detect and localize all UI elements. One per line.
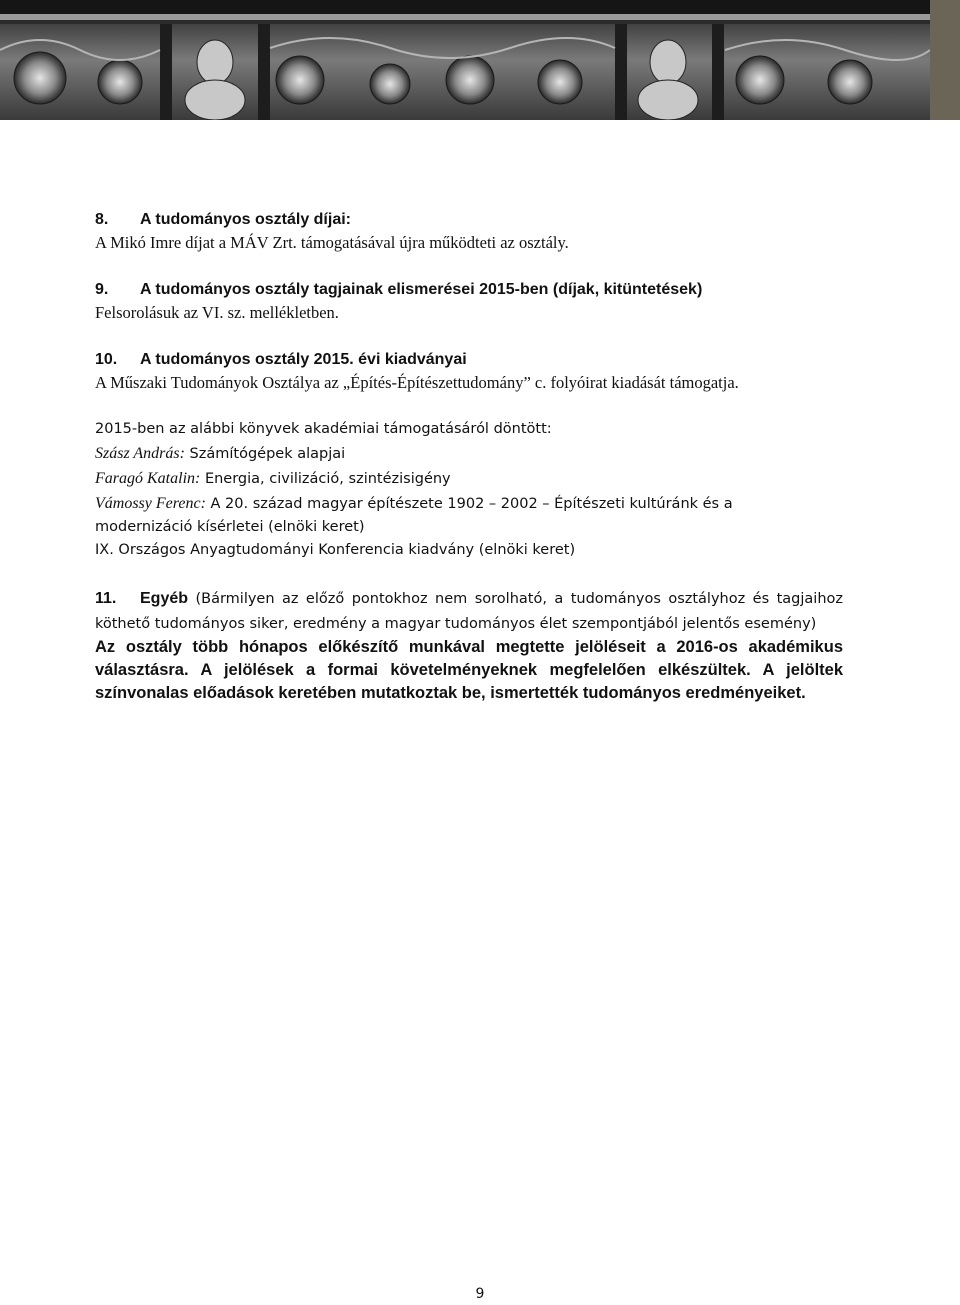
book-title: Energia, civilizáció, szintézisigény (200, 471, 451, 487)
book-item (95, 466, 843, 491)
section-11-paragraph (95, 586, 843, 636)
book-title: Számítógépek alapjai (184, 446, 346, 462)
section-10-title: A tudományos osztály 2015. évi kiadványai (140, 351, 467, 368)
section-8-heading (95, 208, 843, 231)
section-9-heading (95, 278, 843, 301)
section-11-title: Egyéb (140, 590, 189, 607)
section-8-text: A Mikó Imre díjat a MÁV Zrt. támogatásával újra működteti az osztály. (95, 233, 569, 252)
section-9-title: A tudományos osztály tagjainak elismerései 2015-ben (díjak, kitüntetések) (140, 281, 703, 298)
book-item (95, 441, 843, 466)
section-10-number: 10. (95, 351, 118, 368)
book-title-continued: modernizáció kísérletei (elnöki keret) (95, 519, 365, 535)
section-9-number: 9. (95, 281, 109, 298)
book-author: Faragó Katalin: (95, 470, 201, 487)
section-8-number: 8. (95, 211, 109, 228)
book-item (95, 491, 843, 516)
page-number: 9 (475, 1286, 485, 1302)
book-author: Szász András: (95, 445, 185, 462)
section-11-number: 11. (95, 590, 117, 607)
section-9-text: Felsorolásuk az VI. sz. mellékletben. (95, 303, 339, 322)
book-author: Vámossy Ferenc: (95, 495, 206, 512)
header-ornament-banner (0, 0, 960, 120)
section-10-text: A Műszaki Tudományok Osztálya az „Építés-Építészettudomány” c. folyóirat kiadását támogatja. (95, 373, 739, 392)
section-8-title: A tudományos osztály díjai: (140, 211, 351, 228)
header-corner-block (930, 0, 960, 120)
section-10-intro: 2015-ben az alábbi könyvek akadémiai támogatásáról döntött: (95, 421, 552, 437)
book-title: A 20. század magyar építészete 1902 – 2002 – Építészeti kultúránk és a (205, 496, 733, 512)
section-11-bold-paragraph: Az osztály több hónapos előkészítő munkával megtette jelöléseit a 2016-os akadémikus választásra. A jelölések a formai követelményeknek megfelelően elkészültek. A jelöltek színvonalas előadások keretében mutatkoztak be, ismertették tudományos eredményeiket. (95, 638, 843, 702)
conference-item: IX. Országos Anyagtudományi Konferencia kiadvány (elnöki keret) (95, 542, 576, 558)
section-10-heading (95, 348, 843, 371)
section-11-text: (Bármilyen az előző pontokhoz nem sorolható, a tudományos osztályhoz és tagjaihoz köthető tudományos siker, eredmény a magyar tudományos élet szempontjából jelentős esemény) (95, 591, 843, 632)
document-body (95, 208, 843, 705)
